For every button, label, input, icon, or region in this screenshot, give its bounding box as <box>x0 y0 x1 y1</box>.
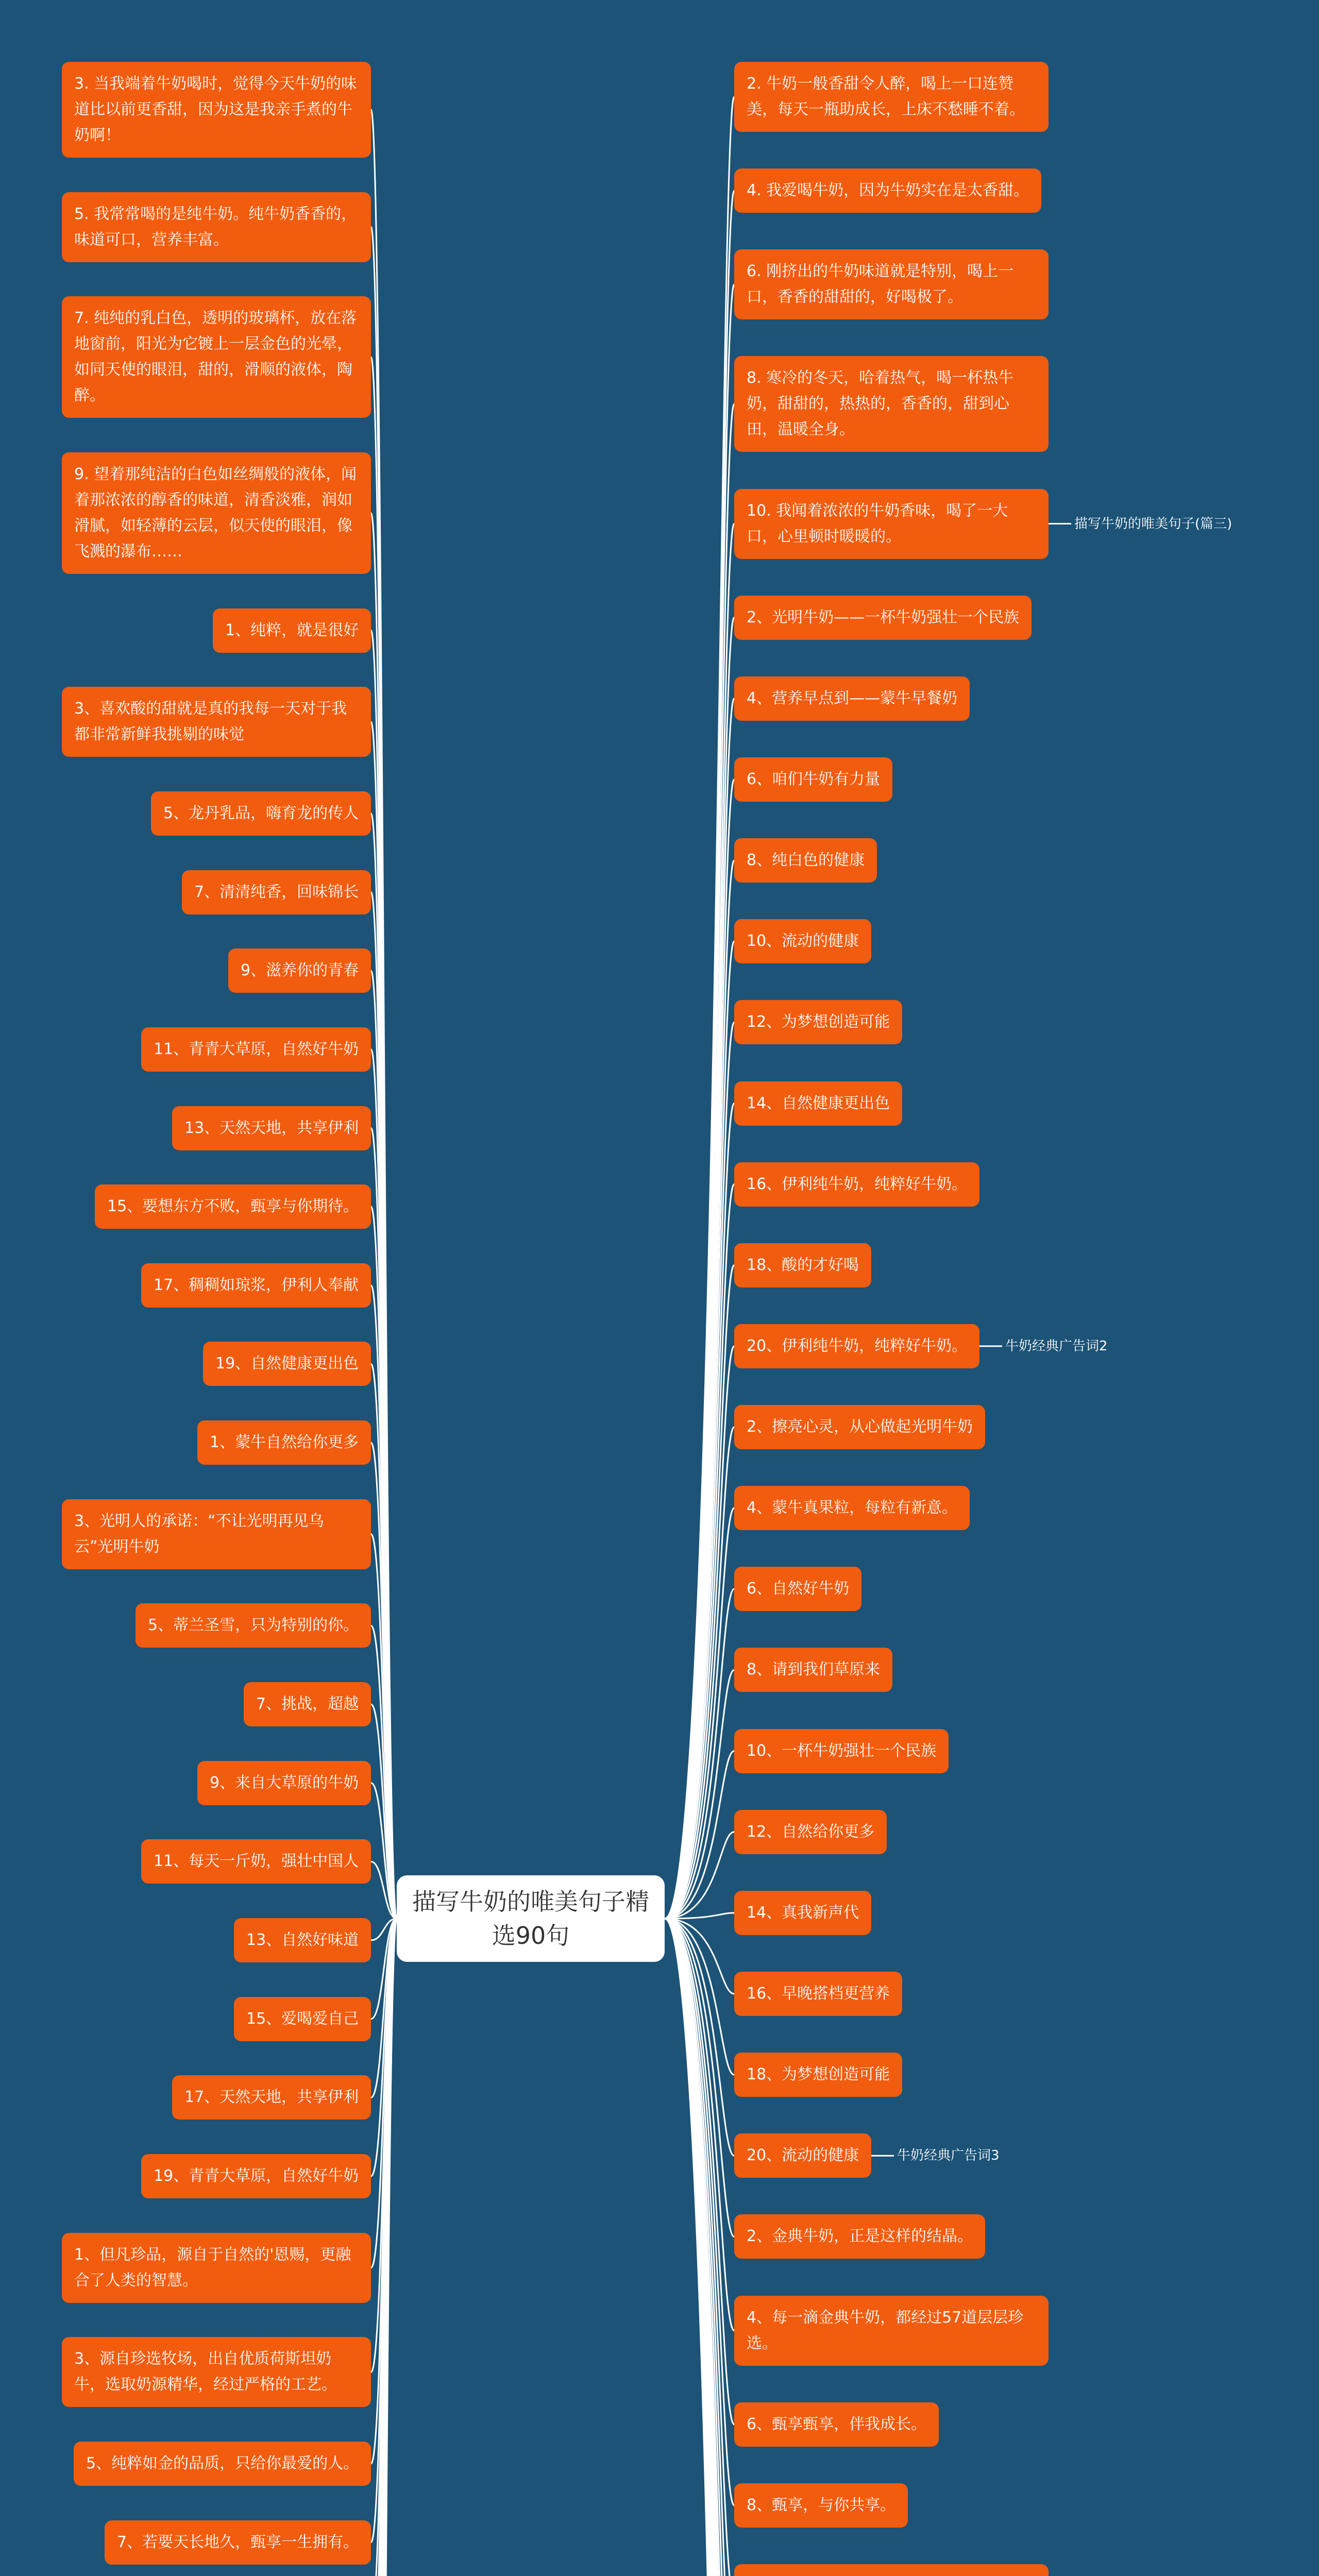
left-node[interactable]: 7、清清纯香，回味锦长 <box>182 870 371 914</box>
right-node[interactable]: 4、每一滴金典牛奶，都经过57道层层珍选。 <box>734 2296 1049 2366</box>
left-node[interactable]: 3、源自珍选牧场，出自优质荷斯坦奶牛，选取奶源精华，经过严格的工艺。 <box>62 2337 371 2407</box>
right-node[interactable]: 10. 我闻着浓浓的牛奶香味，喝了一大口，心里顿时暖暖的。 <box>734 489 1049 559</box>
left-node[interactable]: 1、蒙牛自然给你更多 <box>197 1420 371 1465</box>
right-node[interactable]: 12、自然给你更多 <box>734 1810 887 1854</box>
right-node[interactable]: 18、为梦想创造可能 <box>734 2053 902 2097</box>
left-node[interactable]: 19、青青大草原，自然好牛奶 <box>141 2154 371 2198</box>
left-node[interactable]: 17、天然天地，共享伊利 <box>172 2075 371 2120</box>
left-node[interactable]: 1、但凡珍品，源自于自然的'恩赐，更融合了人类的智慧。 <box>62 2233 371 2303</box>
right-node[interactable]: 20、流动的健康 <box>734 2133 871 2178</box>
left-node[interactable]: 9. 望着那纯洁的白色如丝绸般的液体，闻着那浓浓的醇香的味道，清香淡雅，润如滑腻，如轻薄的云层，似天使的眼泪，像飞溅的瀑布…… <box>62 452 371 574</box>
right-node[interactable]: 4、营养早点到——蒙牛早餐奶 <box>734 676 970 721</box>
right-node[interactable]: 6、咱们牛奶有力量 <box>734 757 892 802</box>
left-node[interactable]: 15、要想东方不败，甄享与你期待。 <box>95 1184 371 1229</box>
left-node[interactable]: 11、青青大草原，自然好牛奶 <box>141 1027 371 1072</box>
right-node[interactable]: 12、为梦想创造可能 <box>734 1000 902 1044</box>
left-node[interactable]: 15、爱喝爱自己 <box>234 1997 371 2041</box>
right-node[interactable]: 10、一杯牛奶强壮一个民族 <box>734 1729 949 1773</box>
left-node[interactable]: 5、蒂兰圣雪，只为特别的你。 <box>136 1603 371 1648</box>
right-node[interactable]: 16、伊利纯牛奶，纯粹好牛奶。 <box>734 1162 979 1207</box>
right-node[interactable]: 6. 刚挤出的牛奶味道就是特别，喝上一口，香香的甜甜的，好喝极了。 <box>734 249 1049 319</box>
left-node[interactable]: 11、每天一斤奶，强壮中国人 <box>141 1839 371 1884</box>
section-label: 牛奶经典广告词3 <box>897 2148 1000 2164</box>
left-node[interactable]: 3、喜欢酸的甜就是真的我每一天对于我都非常新鲜我挑剔的味觉 <box>62 687 371 757</box>
left-node[interactable]: 9、来自大草原的牛奶 <box>197 1761 371 1805</box>
right-node[interactable]: 10、流动的健康 <box>734 919 871 963</box>
right-node[interactable]: 2、金典牛奶，正是这样的结晶。 <box>734 2214 985 2259</box>
left-node[interactable]: 7. 纯纯的乳白色，透明的玻璃杯，放在落地窗前，阳光为它镀上一层金色的光晕，如同天使的眼泪，甜的，滑顺的液体，陶醉。 <box>62 296 371 418</box>
right-node[interactable]: 14、真我新声代 <box>734 1891 871 1935</box>
right-node[interactable]: 2、光明牛奶——一杯牛奶强壮一个民族 <box>734 596 1031 640</box>
left-node[interactable]: 13、自然好味道 <box>234 1918 371 1962</box>
left-node[interactable]: 3、光明人的承诺：“不让光明再见乌云”光明牛奶 <box>62 1499 371 1569</box>
right-node[interactable]: 4. 我爱喝牛奶，因为牛奶实在是太香甜。 <box>734 168 1041 213</box>
left-node[interactable]: 5、龙丹乳品，嗨育龙的传人 <box>151 791 371 836</box>
right-node[interactable]: 6、甄享甄享，伴我成长。 <box>734 2402 939 2447</box>
center-topic[interactable]: 描写牛奶的唯美句子精选90句 <box>397 1875 665 1962</box>
right-node[interactable]: 8、纯白色的健康 <box>734 838 877 883</box>
right-node[interactable]: 8、甄享，与你共享。 <box>734 2483 908 2528</box>
right-node[interactable]: 16、早晚搭档更营养 <box>734 1972 902 2016</box>
left-node[interactable]: 3. 当我端着牛奶喝时，觉得今天牛奶的味道比以前更香甜，因为这是我亲手煮的牛奶啊！ <box>62 62 371 158</box>
right-node[interactable]: 8、请到我们草原来 <box>734 1648 892 1692</box>
right-node[interactable]: 2、擦亮心灵，从心做起光明牛奶 <box>734 1405 985 1449</box>
right-node[interactable]: 8. 寒冷的冬天，哈着热气，喝一杯热牛奶，甜甜的，热热的，香香的，甜到心田，温暖全身。 <box>734 356 1049 452</box>
left-node[interactable]: 5、纯粹如金的品质，只给你最爱的人。 <box>74 2442 371 2486</box>
section-label: 描写牛奶的唯美句子(篇三) <box>1074 516 1232 532</box>
left-node[interactable]: 19、自然健康更出色 <box>203 1342 371 1386</box>
left-node[interactable]: 9、滋养你的青春 <box>228 948 371 993</box>
right-node[interactable]: 18、酸的才好喝 <box>734 1243 871 1287</box>
right-node[interactable]: 20、伊利纯牛奶，纯粹好牛奶。 <box>734 1324 979 1368</box>
left-node[interactable]: 7、若要天长地久，甄享一生拥有。 <box>105 2520 371 2565</box>
left-node[interactable]: 13、天然天地，共享伊利 <box>172 1106 371 1150</box>
right-node[interactable]: 14、自然健康更出色 <box>734 1081 902 1126</box>
right-node[interactable]: 4、蒙牛真果粒，每粒有新意。 <box>734 1486 970 1530</box>
left-node[interactable]: 5. 我常常喝的是纯牛奶。纯牛奶香香的，味道可口，营养丰富。 <box>62 192 371 262</box>
left-node[interactable]: 17、稠稠如琼浆，伊利人奉献 <box>141 1263 371 1308</box>
left-node[interactable]: 7、挑战，超越 <box>244 1682 371 1726</box>
left-node[interactable]: 1、纯粹，就是很好 <box>213 608 371 653</box>
right-node[interactable]: 2. 牛奶一般香甜令人醉，喝上一口连赞美，每天一瓶助成长，上床不愁睡不着。 <box>734 62 1049 132</box>
right-node[interactable]: 6、自然好牛奶 <box>734 1567 861 1611</box>
section-label: 牛奶经典广告词2 <box>1005 1338 1108 1354</box>
right-node[interactable] <box>734 2564 1049 2576</box>
